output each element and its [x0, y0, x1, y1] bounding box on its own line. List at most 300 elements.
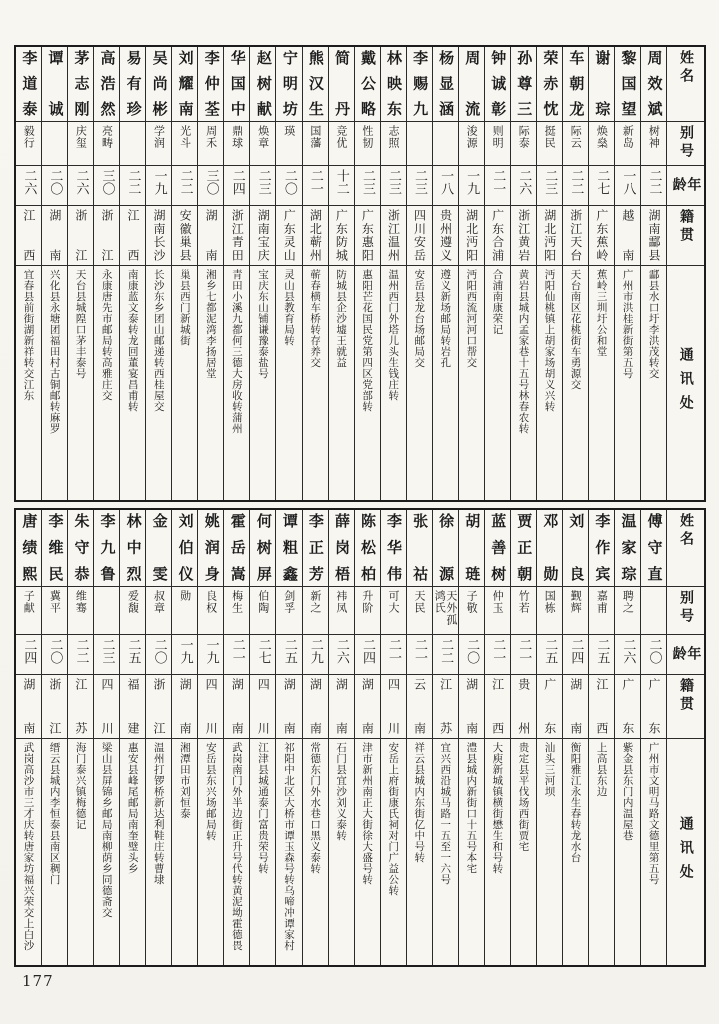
- person-alias-cell-text: 冀平: [48, 590, 62, 614]
- person-age-cell-text: 二〇: [47, 638, 63, 664]
- person-address-cell: [485, 738, 510, 965]
- person-name-cell-text: 茅志刚: [72, 50, 91, 118]
- person-native-cell: [42, 205, 67, 265]
- person-alias-cell: [146, 121, 171, 165]
- person-name-cell: [615, 47, 640, 121]
- person-column: [249, 510, 275, 965]
- person-age-cell: [589, 634, 614, 674]
- person-address-cell-text: 温州打锣桥新达利鞋庄转曹埭: [152, 742, 165, 885]
- person-name-cell: [537, 47, 562, 121]
- person-native-cell: [224, 205, 249, 265]
- person-name-cell-text: 赵树献: [254, 50, 273, 118]
- person-alias-cell: [224, 586, 249, 634]
- person-name-cell-text: 朱守恭: [72, 513, 91, 583]
- person-name-cell: [276, 510, 301, 586]
- person-name-cell: [68, 47, 93, 121]
- person-address-cell-text: 湘乡七都泥湾李扬居堂: [204, 269, 217, 379]
- person-alias-cell-text: 良权: [204, 590, 218, 614]
- header-alias-cell-text: 别号: [678, 590, 695, 626]
- person-column: [432, 510, 458, 965]
- person-native-cell: [250, 674, 275, 738]
- person-alias-cell: [250, 586, 275, 634]
- person-address-cell-text: 惠安县峰尾邮局南奎璧头乡: [126, 742, 139, 874]
- person-column: [197, 510, 223, 965]
- person-alias-cell-text: 新之: [308, 590, 322, 614]
- person-age-cell: [94, 634, 119, 674]
- person-address-cell-text: 安岳县龙台场邮局交: [413, 269, 426, 368]
- person-column: [484, 47, 510, 500]
- person-address-cell: [303, 738, 328, 965]
- person-age-cell: [120, 165, 145, 205]
- person-native-cell: [276, 674, 301, 738]
- person-native-cell-text: 湖南: [334, 678, 349, 735]
- person-age-cell: [459, 634, 484, 674]
- person-address-cell: [355, 265, 380, 500]
- person-native-cell-text: 云南: [412, 678, 427, 735]
- person-age-cell: [276, 165, 301, 205]
- person-native-cell: [511, 205, 536, 265]
- person-age-cell-text: 二二: [568, 169, 584, 195]
- person-age-cell-text: 二三: [386, 169, 401, 195]
- person-column: [249, 47, 275, 500]
- person-native-cell: [355, 205, 380, 265]
- person-name-cell-text: 戴公略: [359, 50, 377, 118]
- person-native-cell: [198, 205, 223, 265]
- person-alias-cell-text: 子献: [22, 590, 36, 614]
- person-column: [380, 47, 406, 500]
- person-age-cell: [224, 165, 249, 205]
- person-age-cell-text: 二三: [255, 169, 271, 195]
- person-age-cell-text: 一八: [620, 169, 636, 195]
- person-alias-cell-text: 际泰: [517, 125, 531, 149]
- person-age-cell: [276, 634, 301, 674]
- person-address-cell-text: 贵定县平伐场西街贾宅: [517, 742, 530, 852]
- person-alias-cell: [68, 586, 93, 634]
- person-native-cell: [172, 205, 197, 265]
- person-column: [197, 47, 223, 500]
- person-address-cell: [224, 738, 249, 965]
- person-age-cell: [16, 634, 41, 674]
- person-address-cell: [16, 738, 41, 965]
- person-native-cell-text: 湖北沔阳: [464, 209, 479, 262]
- person-native-cell: [94, 205, 119, 265]
- person-alias-cell: [276, 586, 301, 634]
- person-name-cell: [303, 47, 328, 121]
- person-native-cell: [120, 674, 145, 738]
- person-name-cell-text: 林中烈: [124, 513, 143, 583]
- header-age-cell-text: 年龄: [670, 645, 702, 664]
- person-address-cell-text: 祁阳中北区大桥市谭玉森号转乌啼冲谭家村: [283, 742, 296, 951]
- person-name-cell: [329, 510, 354, 586]
- person-native-cell-text: 广东: [646, 678, 661, 735]
- person-address-cell-text: 广州市文明马路文德里第五号: [647, 742, 660, 885]
- person-age-cell: [42, 165, 67, 205]
- person-column: [93, 47, 119, 500]
- person-address-cell-text: 梁山县屏锦乡邮局南柳荫乡同德斋交: [100, 742, 113, 918]
- person-name-cell: [641, 510, 666, 586]
- person-name-cell: [537, 510, 562, 586]
- person-address-cell: [563, 265, 588, 500]
- person-age-cell-text: 二六: [73, 169, 89, 195]
- directory-table-bottom: [14, 508, 706, 967]
- person-name-cell: [120, 510, 145, 586]
- person-address-cell: [433, 265, 458, 500]
- person-address-cell: [250, 265, 275, 500]
- person-name-cell: [42, 47, 67, 121]
- person-native-cell-text: 湖北沔阳: [542, 209, 557, 262]
- person-native-cell: [459, 674, 484, 738]
- person-column: [536, 510, 562, 965]
- person-name-cell: [407, 47, 432, 121]
- person-age-cell-text: 三〇: [203, 169, 219, 195]
- person-name-cell-text: 霍岳嵩: [228, 513, 247, 583]
- person-column: [223, 47, 249, 500]
- person-column: [119, 510, 145, 965]
- person-native-cell-text: 贵州: [516, 678, 531, 735]
- person-name-cell: [94, 47, 119, 121]
- person-alias-cell: [329, 121, 354, 165]
- person-native-cell: [68, 205, 93, 265]
- person-address-cell: [42, 738, 67, 965]
- person-age-cell-text: 二九: [307, 638, 323, 664]
- person-column: [119, 47, 145, 500]
- person-address-cell-text: 防城县企沙墟王就益: [335, 269, 348, 368]
- person-native-cell: [433, 674, 458, 738]
- person-name-cell: [198, 47, 223, 121]
- person-address-cell: [641, 738, 666, 965]
- person-name-cell-text: 吴尚彬: [150, 50, 169, 118]
- person-name-cell: [433, 510, 458, 586]
- person-name-cell-text: 谭诚: [46, 50, 65, 118]
- person-age-cell: [355, 165, 380, 205]
- person-native-cell-text: 广东: [620, 678, 635, 735]
- person-alias-cell-text: 树神: [647, 125, 661, 149]
- person-name-cell: [329, 47, 354, 121]
- header-alias-cell: [667, 586, 704, 634]
- person-alias-cell-text: 际云: [569, 125, 583, 149]
- person-name-cell-text: 谢琮: [593, 50, 612, 118]
- person-alias-cell: [537, 121, 562, 165]
- person-column: [614, 510, 640, 965]
- person-age-cell-text: 十二: [333, 169, 349, 195]
- person-name-cell-text: 陈松柏: [359, 513, 377, 583]
- person-native-cell-text: 湖南宝庆: [256, 209, 271, 262]
- person-name-cell-text: 车朝龙: [567, 50, 586, 118]
- person-native-cell: [68, 674, 93, 738]
- person-alias-cell: [16, 586, 41, 634]
- person-native-cell: [16, 674, 41, 738]
- person-age-cell-text: 一八: [438, 169, 454, 195]
- person-native-cell: [198, 674, 223, 738]
- person-address-cell-text: 常德东门外水巷口黑义泰转: [309, 742, 322, 874]
- person-name-cell: [485, 510, 510, 586]
- person-alias-cell-text: 亮畴: [100, 125, 114, 149]
- person-name-cell-text: 李九鲁: [98, 513, 117, 583]
- person-age-cell: [511, 165, 536, 205]
- person-alias-cell-text: 梅生: [230, 590, 244, 614]
- person-age-cell-text: 二〇: [151, 638, 167, 664]
- person-alias-cell-text: 维骞: [74, 590, 88, 614]
- person-column: [640, 47, 666, 500]
- person-name-cell: [381, 47, 406, 121]
- person-name-cell-text: 李作宾: [593, 513, 612, 583]
- person-name-cell-text: 蓝善树: [489, 513, 508, 583]
- person-alias-cell-text: 爱馥: [126, 590, 140, 614]
- person-alias-cell-text: 竞优: [334, 125, 348, 149]
- person-address-cell: [433, 738, 458, 965]
- person-address-cell-text: 紫金县东门内温屋巷: [621, 742, 634, 841]
- person-alias-cell-text: 性韧: [360, 125, 374, 149]
- person-native-cell: [329, 205, 354, 265]
- person-address-cell: [615, 265, 640, 500]
- person-column: [275, 510, 301, 965]
- person-age-cell-text: 二三: [412, 169, 428, 195]
- person-address-cell: [407, 738, 432, 965]
- person-native-cell: [407, 674, 432, 738]
- header-native-cell-text: 籍贯: [678, 678, 695, 714]
- person-address-cell-text: 蕲春横车桥转存养交: [309, 269, 322, 368]
- person-age-cell: [485, 634, 510, 674]
- person-age-cell-text: 二五: [542, 638, 558, 664]
- person-address-cell-text: 蕉岭三圳圩公和堂: [595, 269, 608, 357]
- person-alias-cell: [146, 586, 171, 634]
- person-alias-cell: [172, 586, 197, 634]
- person-alias-cell-text: 国栋: [543, 590, 557, 614]
- person-age-cell-text: 一九: [151, 169, 167, 195]
- person-age-cell: [68, 634, 93, 674]
- person-alias-cell-text: 志照: [386, 125, 400, 149]
- person-age-cell: [224, 634, 249, 674]
- person-alias-cell: [511, 121, 536, 165]
- person-address-cell: [329, 738, 354, 965]
- person-age-cell: [381, 165, 406, 205]
- person-address-cell: [224, 265, 249, 500]
- person-native-cell: [407, 205, 432, 265]
- person-age-cell: [563, 634, 588, 674]
- person-name-cell-text: 贾正朝: [515, 513, 534, 583]
- person-name-cell: [120, 47, 145, 121]
- person-alias-cell-text: 瑛: [282, 125, 296, 137]
- person-name-cell: [146, 47, 171, 121]
- person-age-cell-text: 二六: [21, 169, 37, 195]
- person-address-cell: [459, 738, 484, 965]
- person-column: [223, 510, 249, 965]
- person-alias-cell: [42, 586, 67, 634]
- person-age-cell-text: 二三: [542, 169, 558, 195]
- person-alias-cell-text: 仲玉: [491, 590, 505, 614]
- person-alias-cell: [641, 121, 666, 165]
- person-alias-cell: [511, 586, 536, 634]
- person-address-cell: [198, 265, 223, 500]
- person-native-cell-text: 福建: [126, 678, 140, 735]
- header-address-cell: [667, 265, 704, 500]
- person-name-cell-text: 薛岗梧: [332, 513, 351, 583]
- person-name-cell: [511, 510, 536, 586]
- person-native-cell-text: 湖南: [204, 209, 219, 262]
- person-address-cell: [198, 738, 223, 965]
- person-name-cell-text: 张祜: [411, 513, 430, 583]
- person-native-cell-text: 湖南长沙: [152, 209, 167, 262]
- person-name-cell: [459, 47, 484, 121]
- person-native-cell: [459, 205, 484, 265]
- person-name-cell-text: 唐绩熙: [20, 513, 39, 583]
- person-name-cell-text: 钟诚彰: [489, 50, 508, 118]
- person-column: [588, 510, 614, 965]
- person-age-cell-text: 二三: [99, 638, 115, 664]
- person-age-cell-text: 二一: [516, 638, 532, 664]
- person-native-cell-text: 广东合浦: [490, 209, 505, 262]
- person-address-cell-text: 广州市洪桂新街第五号: [621, 269, 634, 379]
- header-age-cell: [667, 165, 704, 205]
- person-native-cell-text: 四川: [256, 678, 271, 735]
- person-native-cell-text: 越南: [620, 209, 635, 262]
- header-name-cell-text: 姓名: [678, 513, 695, 549]
- person-address-cell-text: 江津县城通泰门富贵荣号转: [256, 742, 269, 874]
- person-native-cell-text: 湖北蕲州: [308, 209, 323, 262]
- person-name-cell-text: 李仲荃: [202, 50, 221, 118]
- person-age-cell-text: 二二: [125, 169, 141, 195]
- person-column: [562, 510, 588, 965]
- header-address-cell: [667, 738, 704, 965]
- person-alias-cell: [16, 121, 41, 165]
- person-name-cell-text: 邓勋: [541, 513, 560, 583]
- person-native-cell: [303, 205, 328, 265]
- person-name-cell-text: 李维民: [46, 513, 65, 583]
- person-age-cell: [355, 634, 380, 674]
- person-address-cell-text: 安岳上府街康氏祠对门广益公转: [387, 742, 400, 896]
- person-age-cell: [433, 165, 458, 205]
- person-alias-cell: [42, 121, 67, 165]
- person-native-cell: [589, 674, 614, 738]
- person-native-cell: [615, 674, 640, 738]
- person-column: [510, 47, 536, 500]
- person-address-cell-text: 石门县宜沙刘义泰转: [335, 742, 348, 841]
- person-column: [67, 47, 93, 500]
- person-address-cell: [120, 738, 145, 965]
- person-age-cell-text: 二七: [594, 169, 610, 195]
- person-name-cell: [459, 510, 484, 586]
- person-alias-cell-text: 天民: [413, 590, 426, 614]
- person-address-cell: [120, 265, 145, 500]
- person-address-cell-text: 海门泰兴镇梅德记: [74, 742, 87, 830]
- person-alias-cell: [433, 586, 458, 634]
- header-address-cell-text: 通讯处: [677, 816, 694, 888]
- person-alias-cell: [224, 121, 249, 165]
- person-name-cell-text: 杨显涵: [437, 50, 456, 118]
- person-address-cell-text: 合浦南康荣记: [491, 269, 504, 335]
- person-age-cell: [172, 634, 197, 674]
- person-address-cell-text: 祥云县城内东街亿中号转: [413, 742, 426, 863]
- person-name-cell: [589, 47, 614, 121]
- person-alias-cell: [485, 121, 510, 165]
- person-alias-cell-text: 周禾: [204, 125, 218, 149]
- person-name-cell-text: 刘伯仪: [176, 513, 195, 583]
- person-column: [588, 47, 614, 500]
- person-age-cell-text: 二〇: [281, 169, 297, 195]
- person-name-cell-text: 黎国望: [619, 50, 638, 118]
- person-column: [302, 510, 328, 965]
- person-column: [145, 510, 171, 965]
- person-native-cell: [224, 674, 249, 738]
- person-column: [354, 510, 380, 965]
- person-name-cell: [485, 47, 510, 121]
- person-address-cell-text: 衡阳雅江永生春转龙水台: [569, 742, 582, 863]
- person-column: [93, 510, 119, 965]
- person-alias-cell: [537, 586, 562, 634]
- person-name-cell: [355, 47, 380, 121]
- person-age-cell-text: 二二: [438, 638, 454, 664]
- person-address-cell: [589, 265, 614, 500]
- person-alias-cell: [381, 586, 406, 634]
- header-native-cell: [667, 205, 704, 265]
- person-age-cell-text: 二一: [307, 169, 323, 195]
- person-column: [16, 510, 41, 965]
- person-native-cell-text: 四川安岳: [412, 209, 427, 262]
- person-age-cell: [485, 165, 510, 205]
- person-alias-cell: [459, 586, 484, 634]
- person-alias-cell-text: 袆凤: [334, 590, 348, 614]
- person-address-cell-text: 温州西门外塔儿头生钱庄转: [387, 269, 400, 401]
- person-column: [432, 47, 458, 500]
- person-name-cell: [303, 510, 328, 586]
- person-age-cell: [172, 165, 197, 205]
- person-address-cell: [172, 738, 197, 965]
- person-name-cell-text: 刘良: [567, 513, 586, 583]
- person-native-cell: [16, 205, 41, 265]
- person-column: [328, 510, 354, 965]
- person-native-cell-text: 浙江青田: [230, 209, 245, 262]
- person-native-cell-text: 江苏: [438, 678, 453, 735]
- person-alias-cell-text: 国藩: [308, 125, 322, 149]
- person-name-cell: [250, 47, 275, 121]
- person-address-cell: [94, 738, 119, 965]
- person-native-cell-text: 浙江: [73, 209, 88, 262]
- person-native-cell: [563, 674, 588, 738]
- person-native-cell-text: 浙江温州: [386, 209, 401, 262]
- person-native-cell-text: 江西: [594, 678, 609, 735]
- person-address-cell: [563, 738, 588, 965]
- person-alias-cell-text: 剑孚: [282, 590, 296, 614]
- person-column: [484, 510, 510, 965]
- person-name-cell-text: 李华伟: [385, 513, 404, 583]
- person-alias-cell: [172, 121, 197, 165]
- header-address-cell-text: 通讯处: [677, 347, 694, 419]
- person-address-cell: [276, 738, 301, 965]
- person-alias-cell: [589, 586, 614, 634]
- person-native-cell-text: 四川: [386, 678, 401, 735]
- person-native-cell-text: 浙江: [47, 678, 62, 735]
- person-native-cell-text: 湖南: [21, 678, 36, 735]
- person-age-cell-text: 二六: [516, 169, 532, 195]
- person-alias-cell-text: 光斗: [178, 125, 192, 149]
- person-age-cell-text: 二〇: [47, 169, 63, 195]
- person-alias-cell: [407, 121, 432, 165]
- person-address-cell-text: 上高县东边: [595, 742, 608, 797]
- header-column: [666, 47, 704, 500]
- header-native-cell-text: 籍贯: [678, 209, 695, 245]
- person-address-cell: [355, 738, 380, 965]
- person-native-cell-text: 广东蕉岭: [594, 209, 609, 262]
- person-alias-cell-text: 叔章: [152, 590, 166, 614]
- person-native-cell-text: 广东: [542, 678, 557, 735]
- person-native-cell: [172, 674, 197, 738]
- person-age-cell-text: 三〇: [99, 169, 115, 195]
- person-age-cell: [329, 634, 354, 674]
- person-name-cell: [511, 47, 536, 121]
- person-native-cell-text: 安徽巢县: [178, 209, 193, 262]
- person-address-cell: [276, 265, 301, 500]
- person-alias-cell: [355, 121, 380, 165]
